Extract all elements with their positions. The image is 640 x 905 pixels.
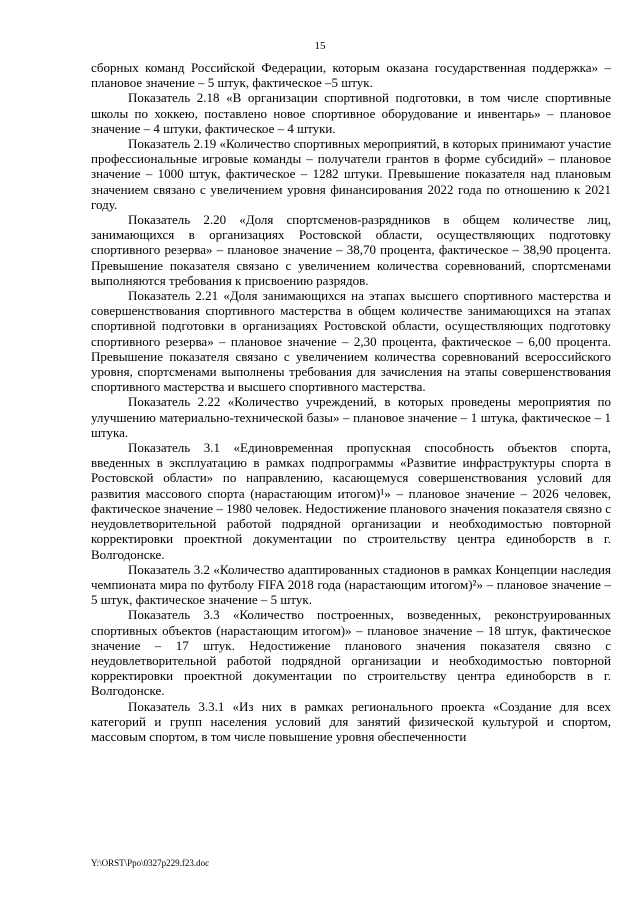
paragraph-indicator-2-21: Показатель 2.21 «Доля занимающихся на этапах высшего спортивного мастерства и совершенствования спортивного мастерства в общем количестве занимающихся на этапах спортивной подготовки в организациях Ростовской области, осуществляющих подготовку спортивного резерва» – плановое значение – 2,30 процента, фактическое – 6,00 процента. Превышение показателя связано с увеличением количества соревнований всероссийского уровня, спортсменами выполнены требования для зачисления на этапы совершенствования спортивного мастерства и высшего спортивного мастерства. xyxy=(91,288,611,395)
paragraph-indicator-2-18: Показатель 2.18 «В организации спортивной подготовки, в том числе спортивные школы по хоккею, поставлено новое спортивное оборудование и инвентарь» – плановое значение – 4 штуки, фактическое – 4 штуки. xyxy=(91,90,611,136)
document-body xyxy=(91,60,611,744)
paragraph-indicator-2-19: Показатель 2.19 «Количество спортивных мероприятий, в которых принимают участие профессиональные игровые команды – получатели грантов в форме субсидий» – плановое значение – 1000 штук, фактическое – 1282 штуки. Превышение показателя над плановым значением связано с увеличением уровня финансирования 2022 года по отношению к 2021 году. xyxy=(91,136,611,212)
paragraph-indicator-3-1: Показатель 3.1 «Единовременная пропускная способность объектов спорта, введенных в эксплуатацию в рамках подпрограммы «Развитие инфраструктуры спорта в Ростовской области» по направлению, касающемуся совершенствования условий для развития массового спорта (нарастающим итогом)¹» – плановое значение – 2026 человек, фактическое значение – 1980 человек. Недостижение планового значения показателя связно с неудовлетворительной работой подрядной организации и необходимостью повторной корректировки проектной документации по строительству центра единоборств в г. Волгодонске. xyxy=(91,440,611,562)
paragraph-indicator-3-3: Показатель 3.3 «Количество построенных, возведенных, реконструированных спортивных объектов (нарастающим итогом)» – плановое значение – 18 штук, фактическое значение – 17 штук. Недостижение планового значения показателя связно с неудовлетворительной работой подрядной организации и необходимостью повторной корректировки проектной документации по строительству центра единоборств в г. Волгодонске. xyxy=(91,607,611,699)
footer-file-path: Y:\ORST\Ppo\0327p229.f23.doc xyxy=(91,858,210,868)
paragraph-indicator-2-20: Показатель 2.20 «Доля спортсменов-разрядников в общем количестве лиц, занимающихся в организациях Ростовской области, осуществляющих подготовку спортивного резерва» – плановое значение – 38,70 процента, фактическое – 38,90 процента. Превышение показателя связано с увеличением количества соревнований, спортсменами выполняются требования к присвоению разрядов. xyxy=(91,212,611,288)
paragraph-indicator-3-3-1: Показатель 3.3.1 «Из них в рамках регионального проекта «Создание для всех категорий и групп населения условий для занятий физической культурой и спортом, массовым спортом, в том числе повышение уровня обеспеченности xyxy=(91,698,611,744)
page-number: 15 xyxy=(314,40,326,52)
paragraph-continuation: сборных команд Российской Федерации, которым оказана государственная поддержка» – плановое значение – 5 штук, фактическое –5 штук. xyxy=(91,60,611,91)
paragraph-indicator-3-2: Показатель 3.2 «Количество адаптированных стадионов в рамках Концепции наследия чемпионата мира по футболу FIFA 2018 года (нарастающим итогом)²» – плановое значение – 5 штук, фактическое значение – 5 штук. xyxy=(91,561,611,608)
paragraph-indicator-2-22: Показатель 2.22 «Количество учреждений, в которых проведены мероприятия по улучшению материально-технической базы» – плановое значение – 1 штука, фактическое – 1 штука. xyxy=(91,394,611,440)
